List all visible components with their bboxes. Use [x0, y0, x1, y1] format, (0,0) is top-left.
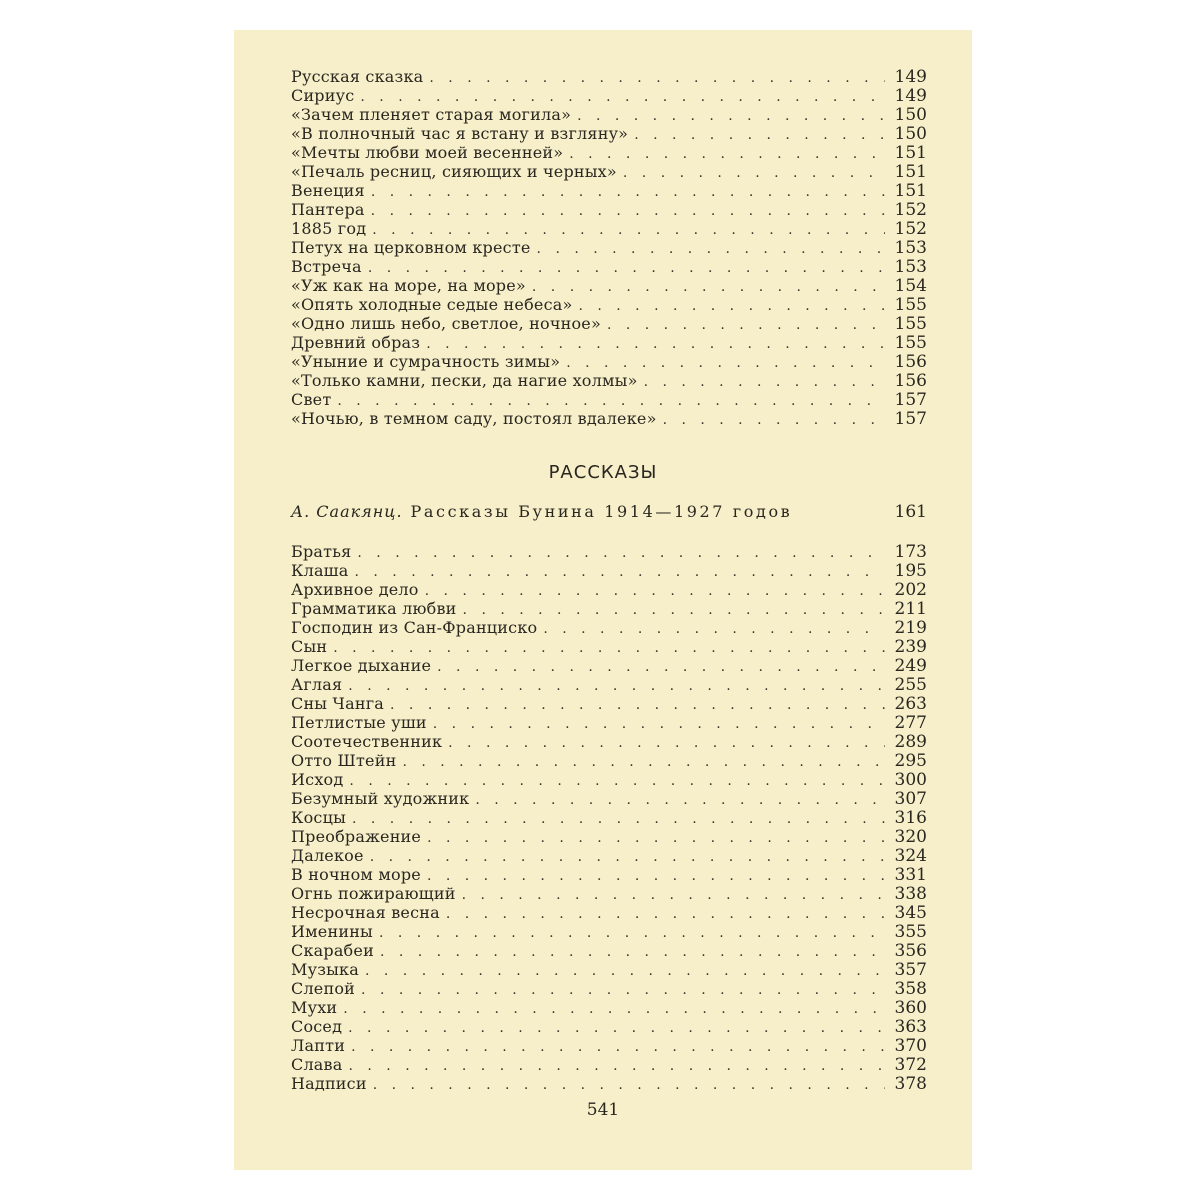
toc-title: Аглая — [291, 675, 343, 694]
toc-row — [291, 371, 927, 390]
toc-page: 307 — [894, 789, 927, 809]
toc-row — [291, 561, 927, 580]
toc-row — [291, 409, 927, 428]
toc-page: 263 — [894, 694, 927, 714]
dot-leader — [348, 1019, 885, 1038]
toc-page: 289 — [894, 732, 927, 752]
toc-row — [291, 1036, 927, 1055]
toc-title: Встреча — [291, 257, 362, 276]
toc-page: 331 — [894, 865, 927, 885]
toc-title: Сны Чанга — [291, 694, 385, 713]
toc-title: «Уж как на море, на море» — [291, 276, 526, 295]
toc-row — [291, 390, 927, 409]
toc-page: 277 — [894, 713, 927, 733]
toc-row — [291, 694, 927, 713]
dot-leader — [543, 620, 885, 639]
toc-row — [291, 675, 927, 694]
toc-row — [291, 713, 927, 732]
book-page — [234, 30, 972, 1170]
dot-leader — [532, 278, 885, 297]
toc-row — [291, 1055, 927, 1074]
toc-page: 151 — [894, 143, 927, 163]
toc-row — [291, 143, 927, 162]
toc-title: «Мечты любви моей весенней» — [291, 143, 564, 162]
toc-page: 152 — [894, 200, 927, 220]
toc-title: Мухи — [291, 998, 338, 1017]
essay-title: Рассказы Бунина 1914—1927 годов — [410, 502, 793, 521]
toc-page: 338 — [894, 884, 927, 904]
essay-entry — [291, 502, 927, 522]
toc-page: 358 — [894, 979, 927, 999]
toc-title: Сын — [291, 637, 328, 656]
toc-title: Слава — [291, 1055, 343, 1074]
toc-title: Петух на церковном кресте — [291, 238, 531, 257]
toc-row — [291, 257, 927, 276]
toc-row — [291, 827, 927, 846]
toc-title: Исход — [291, 770, 344, 789]
toc-row — [291, 618, 927, 637]
toc-row — [291, 105, 927, 124]
dot-leader — [373, 1076, 885, 1095]
toc-title: Огнь пожирающий — [291, 884, 456, 903]
toc-row — [291, 865, 927, 884]
toc-page: 154 — [894, 276, 927, 296]
dot-leader — [663, 411, 885, 430]
toc-title: Далекое — [291, 846, 364, 865]
toc-page: 316 — [894, 808, 927, 828]
toc-row — [291, 751, 927, 770]
toc-row — [291, 637, 927, 656]
dot-leader — [343, 1000, 885, 1019]
dot-leader — [355, 563, 886, 582]
essay-page: 161 — [894, 502, 927, 522]
toc-row — [291, 789, 927, 808]
toc-page: 211 — [894, 599, 927, 619]
dot-leader — [371, 202, 885, 221]
dot-leader — [351, 1038, 885, 1057]
dot-leader — [361, 981, 885, 1000]
toc-title: Слепой — [291, 979, 356, 998]
toc-row — [291, 352, 927, 371]
dot-leader — [433, 715, 885, 734]
toc-page: 360 — [894, 998, 927, 1018]
toc-title: Клаша — [291, 561, 349, 580]
toc-title: 1885 год — [291, 219, 367, 238]
dot-leader — [462, 886, 885, 905]
toc-title: Несрочная весна — [291, 903, 440, 922]
toc-row — [291, 200, 927, 219]
dot-leader — [425, 582, 885, 601]
toc-title: Петлистые уши — [291, 713, 427, 732]
dot-leader — [390, 696, 885, 715]
toc-title: Скарабеи — [291, 941, 374, 960]
toc-page: 219 — [894, 618, 927, 638]
toc-title: «Печаль ресниц, сияющих и черных» — [291, 162, 617, 181]
toc-row — [291, 960, 927, 979]
toc-page: 363 — [894, 1017, 927, 1037]
toc-row — [291, 1017, 927, 1036]
dot-leader — [348, 677, 885, 696]
toc-page: 173 — [894, 542, 927, 562]
essay-author: А. Саакянц. — [291, 502, 403, 521]
dot-leader — [437, 658, 885, 677]
toc-page: 157 — [894, 390, 927, 410]
poems-list — [291, 67, 927, 428]
toc-title: Братья — [291, 542, 352, 561]
dot-leader — [475, 791, 885, 810]
toc-page: 239 — [894, 637, 927, 657]
toc-title: Безумный художник — [291, 789, 470, 808]
toc-page: 149 — [894, 86, 927, 106]
toc-row — [291, 162, 927, 181]
toc-page: 320 — [894, 827, 927, 847]
dot-leader — [429, 69, 885, 88]
dot-leader — [446, 905, 885, 924]
toc-row — [291, 86, 927, 105]
toc-row — [291, 922, 927, 941]
toc-title: Музыка — [291, 960, 359, 979]
dot-leader — [357, 544, 885, 563]
section-heading: РАССКАЗЫ — [548, 462, 658, 483]
toc-page: 151 — [894, 181, 927, 201]
toc-title: Преображение — [291, 827, 422, 846]
toc-title: Соотечественник — [291, 732, 443, 751]
toc-row — [291, 333, 927, 352]
toc-row — [291, 542, 927, 561]
toc-title: Архивное дело — [291, 580, 419, 599]
dot-leader — [402, 753, 885, 772]
toc-page: 357 — [894, 960, 927, 980]
toc-title: Сириус — [291, 86, 355, 105]
toc-page: 202 — [894, 580, 927, 600]
toc-page: 155 — [894, 314, 927, 334]
toc-title: Сосед — [291, 1017, 343, 1036]
dot-leader — [370, 848, 885, 867]
toc-title: Грамматика любви — [291, 599, 457, 618]
dot-leader — [634, 126, 885, 145]
dot-leader — [578, 297, 885, 316]
toc-title: Лапти — [291, 1036, 346, 1055]
toc-page: 155 — [894, 295, 927, 315]
dot-leader — [349, 1057, 886, 1076]
toc-page: 157 — [894, 409, 927, 429]
toc-page: 149 — [894, 67, 927, 87]
toc-row — [291, 846, 927, 865]
toc-page: 152 — [894, 219, 927, 239]
toc-title: Надписи — [291, 1074, 367, 1093]
toc-page: 295 — [894, 751, 927, 771]
toc-row — [291, 884, 927, 903]
toc-page: 156 — [894, 371, 927, 391]
toc-page: 378 — [894, 1074, 927, 1094]
toc-row — [291, 998, 927, 1017]
toc-page: 345 — [894, 903, 927, 923]
toc-title: «В полночный час я встану и взгляну» — [291, 124, 629, 143]
toc-page: 372 — [894, 1055, 927, 1075]
stories-list — [291, 542, 927, 1093]
toc-title: Отто Штейн — [291, 751, 397, 770]
dot-leader — [623, 164, 885, 183]
toc-row — [291, 276, 927, 295]
toc-row — [291, 124, 927, 143]
dot-leader — [427, 867, 885, 886]
toc-page: 249 — [894, 656, 927, 676]
dot-leader — [379, 924, 885, 943]
toc-title: «Одно лишь небо, светлое, ночное» — [291, 314, 601, 333]
toc-title: Легкое дыхание — [291, 656, 432, 675]
toc-row — [291, 238, 927, 257]
toc-page: 150 — [894, 124, 927, 144]
toc-row — [291, 941, 927, 960]
toc-page: 370 — [894, 1036, 927, 1056]
toc-title: В ночном море — [291, 865, 421, 884]
dot-leader — [537, 240, 885, 259]
dot-leader — [448, 734, 885, 753]
toc-row — [291, 599, 927, 618]
toc-page: 150 — [894, 105, 927, 125]
toc-row — [291, 219, 927, 238]
toc-page: 324 — [894, 846, 927, 866]
toc-title: Именины — [291, 922, 373, 941]
toc-title: «Зачем пленяет старая могила» — [291, 105, 572, 124]
toc-title: Венеция — [291, 181, 365, 200]
dot-leader — [607, 316, 885, 335]
toc-title: «Только камни, пески, да нагие холмы» — [291, 371, 638, 390]
toc-page: 255 — [894, 675, 927, 695]
toc-page: 153 — [894, 257, 927, 277]
toc-title: Господин из Сан-Франциско — [291, 618, 538, 637]
toc-page: 355 — [894, 922, 927, 942]
toc-title: Русская сказка — [291, 67, 424, 86]
page-number: 541 — [586, 1100, 620, 1120]
toc-page: 155 — [894, 333, 927, 353]
toc-title: «Уныние и сумрачность зимы» — [291, 352, 561, 371]
toc-row — [291, 732, 927, 751]
toc-title: «Опять холодные седые небеса» — [291, 295, 573, 314]
toc-page: 300 — [894, 770, 927, 790]
dot-leader — [352, 810, 885, 829]
toc-row — [291, 656, 927, 675]
toc-row — [291, 67, 927, 86]
toc-row — [291, 314, 927, 333]
toc-row — [291, 903, 927, 922]
toc-page: 195 — [894, 561, 927, 581]
toc-row — [291, 1074, 927, 1093]
toc-row — [291, 770, 927, 789]
dot-leader — [427, 829, 885, 848]
toc-row — [291, 979, 927, 998]
toc-row — [291, 295, 927, 314]
dot-leader — [365, 962, 885, 981]
dot-leader — [644, 373, 885, 392]
dot-leader — [371, 183, 885, 202]
toc-title: Пантера — [291, 200, 365, 219]
toc-page: 156 — [894, 352, 927, 372]
toc-title: Древний образ — [291, 333, 421, 352]
dot-leader — [380, 943, 885, 962]
toc-row — [291, 808, 927, 827]
toc-row — [291, 580, 927, 599]
toc-page: 153 — [894, 238, 927, 258]
toc-title: Косцы — [291, 808, 346, 827]
toc-title: «Ночью, в темном саду, постоял вдалеке» — [291, 409, 657, 428]
toc-page: 151 — [894, 162, 927, 182]
toc-page: 356 — [894, 941, 927, 961]
toc-title: Свет — [291, 390, 332, 409]
toc-row — [291, 181, 927, 200]
